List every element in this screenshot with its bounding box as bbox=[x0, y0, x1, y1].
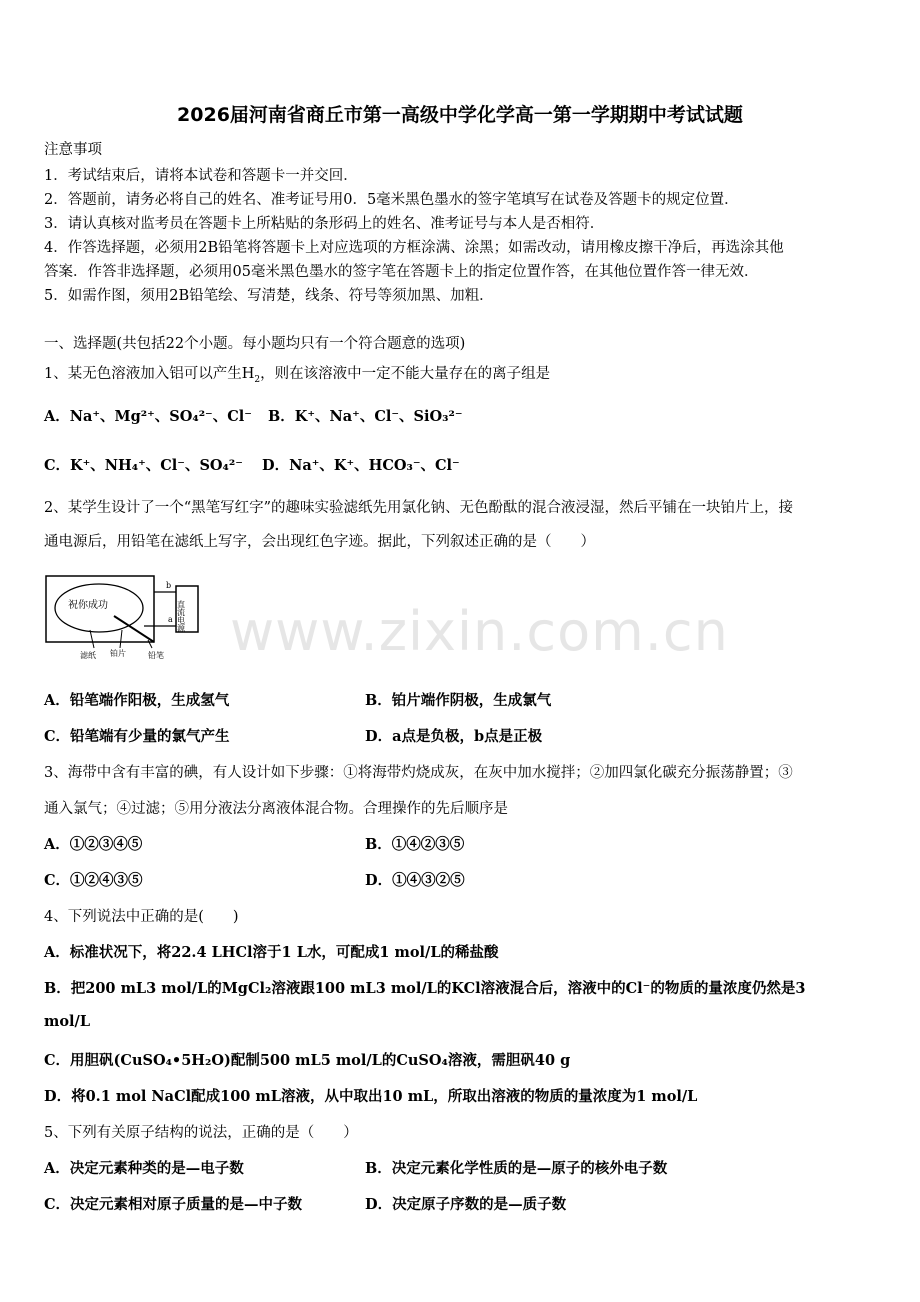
q1-option-a[interactable]: A．Na⁺、Mg²⁺、SO₄²⁻、Cl⁻ bbox=[44, 408, 252, 425]
page-title: 2026届河南省商丘市第一高级中学化学高一第一学期期中考试试题 bbox=[177, 104, 743, 126]
notice-item: 2．答题前，请务必将自己的姓名、准考证号用0．5毫米黑色墨水的签字笔填写在试卷及答题卡的规定位置． bbox=[44, 192, 739, 208]
q2-option-a[interactable]: A．铅笔端作阳极，生成氢气 bbox=[44, 692, 230, 709]
q3-option-a[interactable]: A．①②③④⑤ bbox=[44, 836, 143, 853]
q3-option-d[interactable]: D．①④③②⑤ bbox=[365, 872, 465, 889]
q5-option-c[interactable]: C．决定元素相对原子质量的是—中子数 bbox=[44, 1196, 303, 1213]
filter-paper-label: 滤纸 bbox=[80, 651, 96, 660]
q1-option-b[interactable]: B．K⁺、Na⁺、Cl⁻、SiO₃²⁻ bbox=[268, 408, 463, 425]
question-3-stem-cont: 通入氯气；④过滤；⑤用分液法分离液体混合物。合理操作的先后顺序是 bbox=[44, 801, 508, 817]
power-supply-label: 直流电源 bbox=[176, 600, 186, 632]
question-2-stem-cont: 通电源后，用铅笔在滤纸上写字，会出现红色字迹。据此，下列叙述正确的是（ ） bbox=[44, 534, 595, 550]
q4-option-d[interactable]: D．将0.1 mol NaCl配成100 mL溶液，从中取出10 mL，所取出溶液的物质的量浓度为1 mol/L bbox=[44, 1088, 698, 1105]
electrolysis-diagram bbox=[44, 570, 214, 662]
section-heading: 一、选择题(共包括22个小题。每小题均只有一个符合题意的选项) bbox=[44, 336, 466, 352]
q4-option-b[interactable]: B．把200 mL3 mol/L的MgCl₂溶液跟100 mL3 mol/L的KCl溶液混合后，溶液中的Cl⁻的物质的量浓度仍然是3 bbox=[44, 980, 806, 997]
q4-option-c[interactable]: C．用胆矾(CuSO₄•5H₂O)配制500 mL5 mol/L的CuSO₄溶液，需胆矾40 g bbox=[44, 1052, 571, 1069]
q1-option-c[interactable]: C．K⁺、NH₄⁺、Cl⁻、SO₄²⁻ bbox=[44, 457, 243, 474]
q2-option-d[interactable]: D．a点是负极，b点是正极 bbox=[365, 728, 543, 745]
pencil-label: 铅笔 bbox=[148, 651, 164, 660]
notice-item: 答案．作答非选择题，必须用05毫米黑色墨水的签字笔在答题卡上的指定位置作答，在其他位置作答一律无效． bbox=[44, 264, 759, 280]
question-2-stem: 2、某学生设计了一个“黑笔写红字”的趣味实验滤纸先用氯化钠、无色酚酞的混合液浸湿，然后平铺在一块铂片上，接 bbox=[44, 500, 794, 516]
diagram-writing: 祝你成功 bbox=[68, 600, 108, 611]
q3-option-c[interactable]: C．①②④③⑤ bbox=[44, 872, 143, 889]
q5-option-a[interactable]: A．决定元素种类的是—电子数 bbox=[44, 1160, 244, 1177]
q4-option-b-cont: mol/L bbox=[44, 1013, 91, 1030]
q2-option-c[interactable]: C．铅笔端有少量的氯气产生 bbox=[44, 728, 230, 745]
notice-item: 1．考试结束后，请将本试卷和答题卡一并交回． bbox=[44, 168, 358, 184]
question-4-stem: 4、下列说法中正确的是( ) bbox=[44, 909, 239, 925]
notice-heading: 注意事项 bbox=[44, 142, 102, 158]
question-3-stem: 3、海带中含有丰富的碘，有人设计如下步骤：①将海带灼烧成灰，在灰中加水搅拌；②加四氯化碳充分振荡静置；③ bbox=[44, 765, 793, 781]
q5-option-d[interactable]: D．决定原子序数的是—质子数 bbox=[365, 1196, 567, 1213]
q5-option-b[interactable]: B．决定元素化学性质的是—原子的核外电子数 bbox=[365, 1160, 668, 1177]
q3-option-b[interactable]: B．①④②③⑤ bbox=[365, 836, 465, 853]
platinum-label: 铂片 bbox=[110, 649, 126, 658]
question-1-stem: 1、某无色溶液加入铝可以产生$H_2$，则在该溶液中一定不能大量存在的离子组是 bbox=[44, 366, 551, 385]
question-5-stem: 5、下列有关原子结构的说法，正确的是（ ） bbox=[44, 1125, 358, 1141]
watermark: www.zixin.com.cn bbox=[230, 600, 729, 663]
notice-item: 3．请认真核对监考员在答题卡上所粘贴的条形码上的姓名、准考证号与本人是否相符． bbox=[44, 216, 605, 232]
point-b-label: b bbox=[166, 581, 172, 590]
q4-option-a[interactable]: A．标准状况下，将22.4 LHCl溶于1 L水，可配成1 mol/L的稀盐酸 bbox=[44, 944, 499, 961]
q2-option-b[interactable]: B．铂片端作阴极，生成氯气 bbox=[365, 692, 552, 709]
notice-item: 4．作答选择题，必须用2B铅笔将答题卡上对应选项的方框涂满、涂黑；如需改动，请用橡皮擦干净后，再选涂其他 bbox=[44, 240, 784, 256]
point-a-label: a bbox=[168, 615, 173, 624]
q1-option-d[interactable]: D．Na⁺、K⁺、HCO₃⁻、Cl⁻ bbox=[262, 457, 460, 474]
notice-item: 5．如需作图，须用2B铅笔绘、写清楚，线条、符号等须加黑、加粗． bbox=[44, 288, 494, 304]
